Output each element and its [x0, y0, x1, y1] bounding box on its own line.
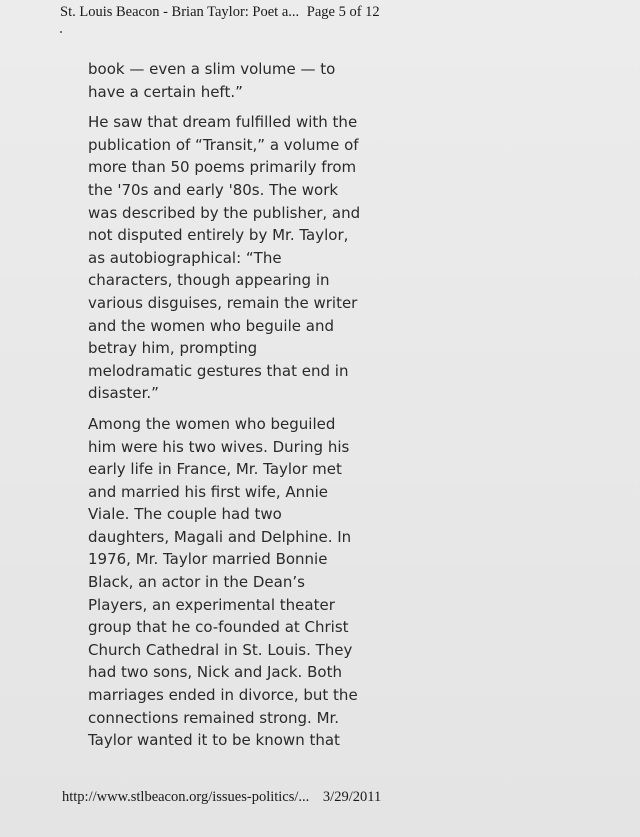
article-paragraph: Among the women who beguiled him were his two wives. During his early life in France, Mr. Taylor met and married his first wife, Annie Viale. The couple had two daughters, Magali and Delphine. In 1976, Mr. Taylor married Bonnie Black, an actor in the Dean’s Players, an experimental theater group that he co-founded at Christ Church Cathedral in St. Louis. They had two sons, Nick and Jack. Both marriages ended in divorce, but the connections remained strong. Mr. Taylor wanted it to be known that: [88, 414, 358, 750]
article-paragraph: He saw that dream fulfilled with the publication of “Transit,” a volume of more than 50 poems primarily from the '70s and early '80s. The work was described by the publisher, and not disputed entirely by Mr. Taylor, as autobiographical: “The characters, though appearing in various disguises, remain the writer and the women who beguile and betray him, prompting melodramatic gestures that end in disaster.”: [88, 113, 361, 403]
print-date: 3/29/2011: [322, 789, 382, 805]
print-footer: [62, 789, 381, 806]
source-url: http://www.stlbeacon.org/issues-politics/...: [62, 789, 310, 805]
scan-speck: [60, 31, 62, 33]
article-body: [88, 58, 373, 760]
page-title: St. Louis Beacon - Brian Taylor: Poet a...: [60, 4, 300, 20]
page-number: Page 5 of 12: [306, 4, 380, 20]
article-paragraph: book — even a slim volume — to have a certain heft.”: [88, 60, 336, 101]
print-header: [60, 4, 380, 21]
